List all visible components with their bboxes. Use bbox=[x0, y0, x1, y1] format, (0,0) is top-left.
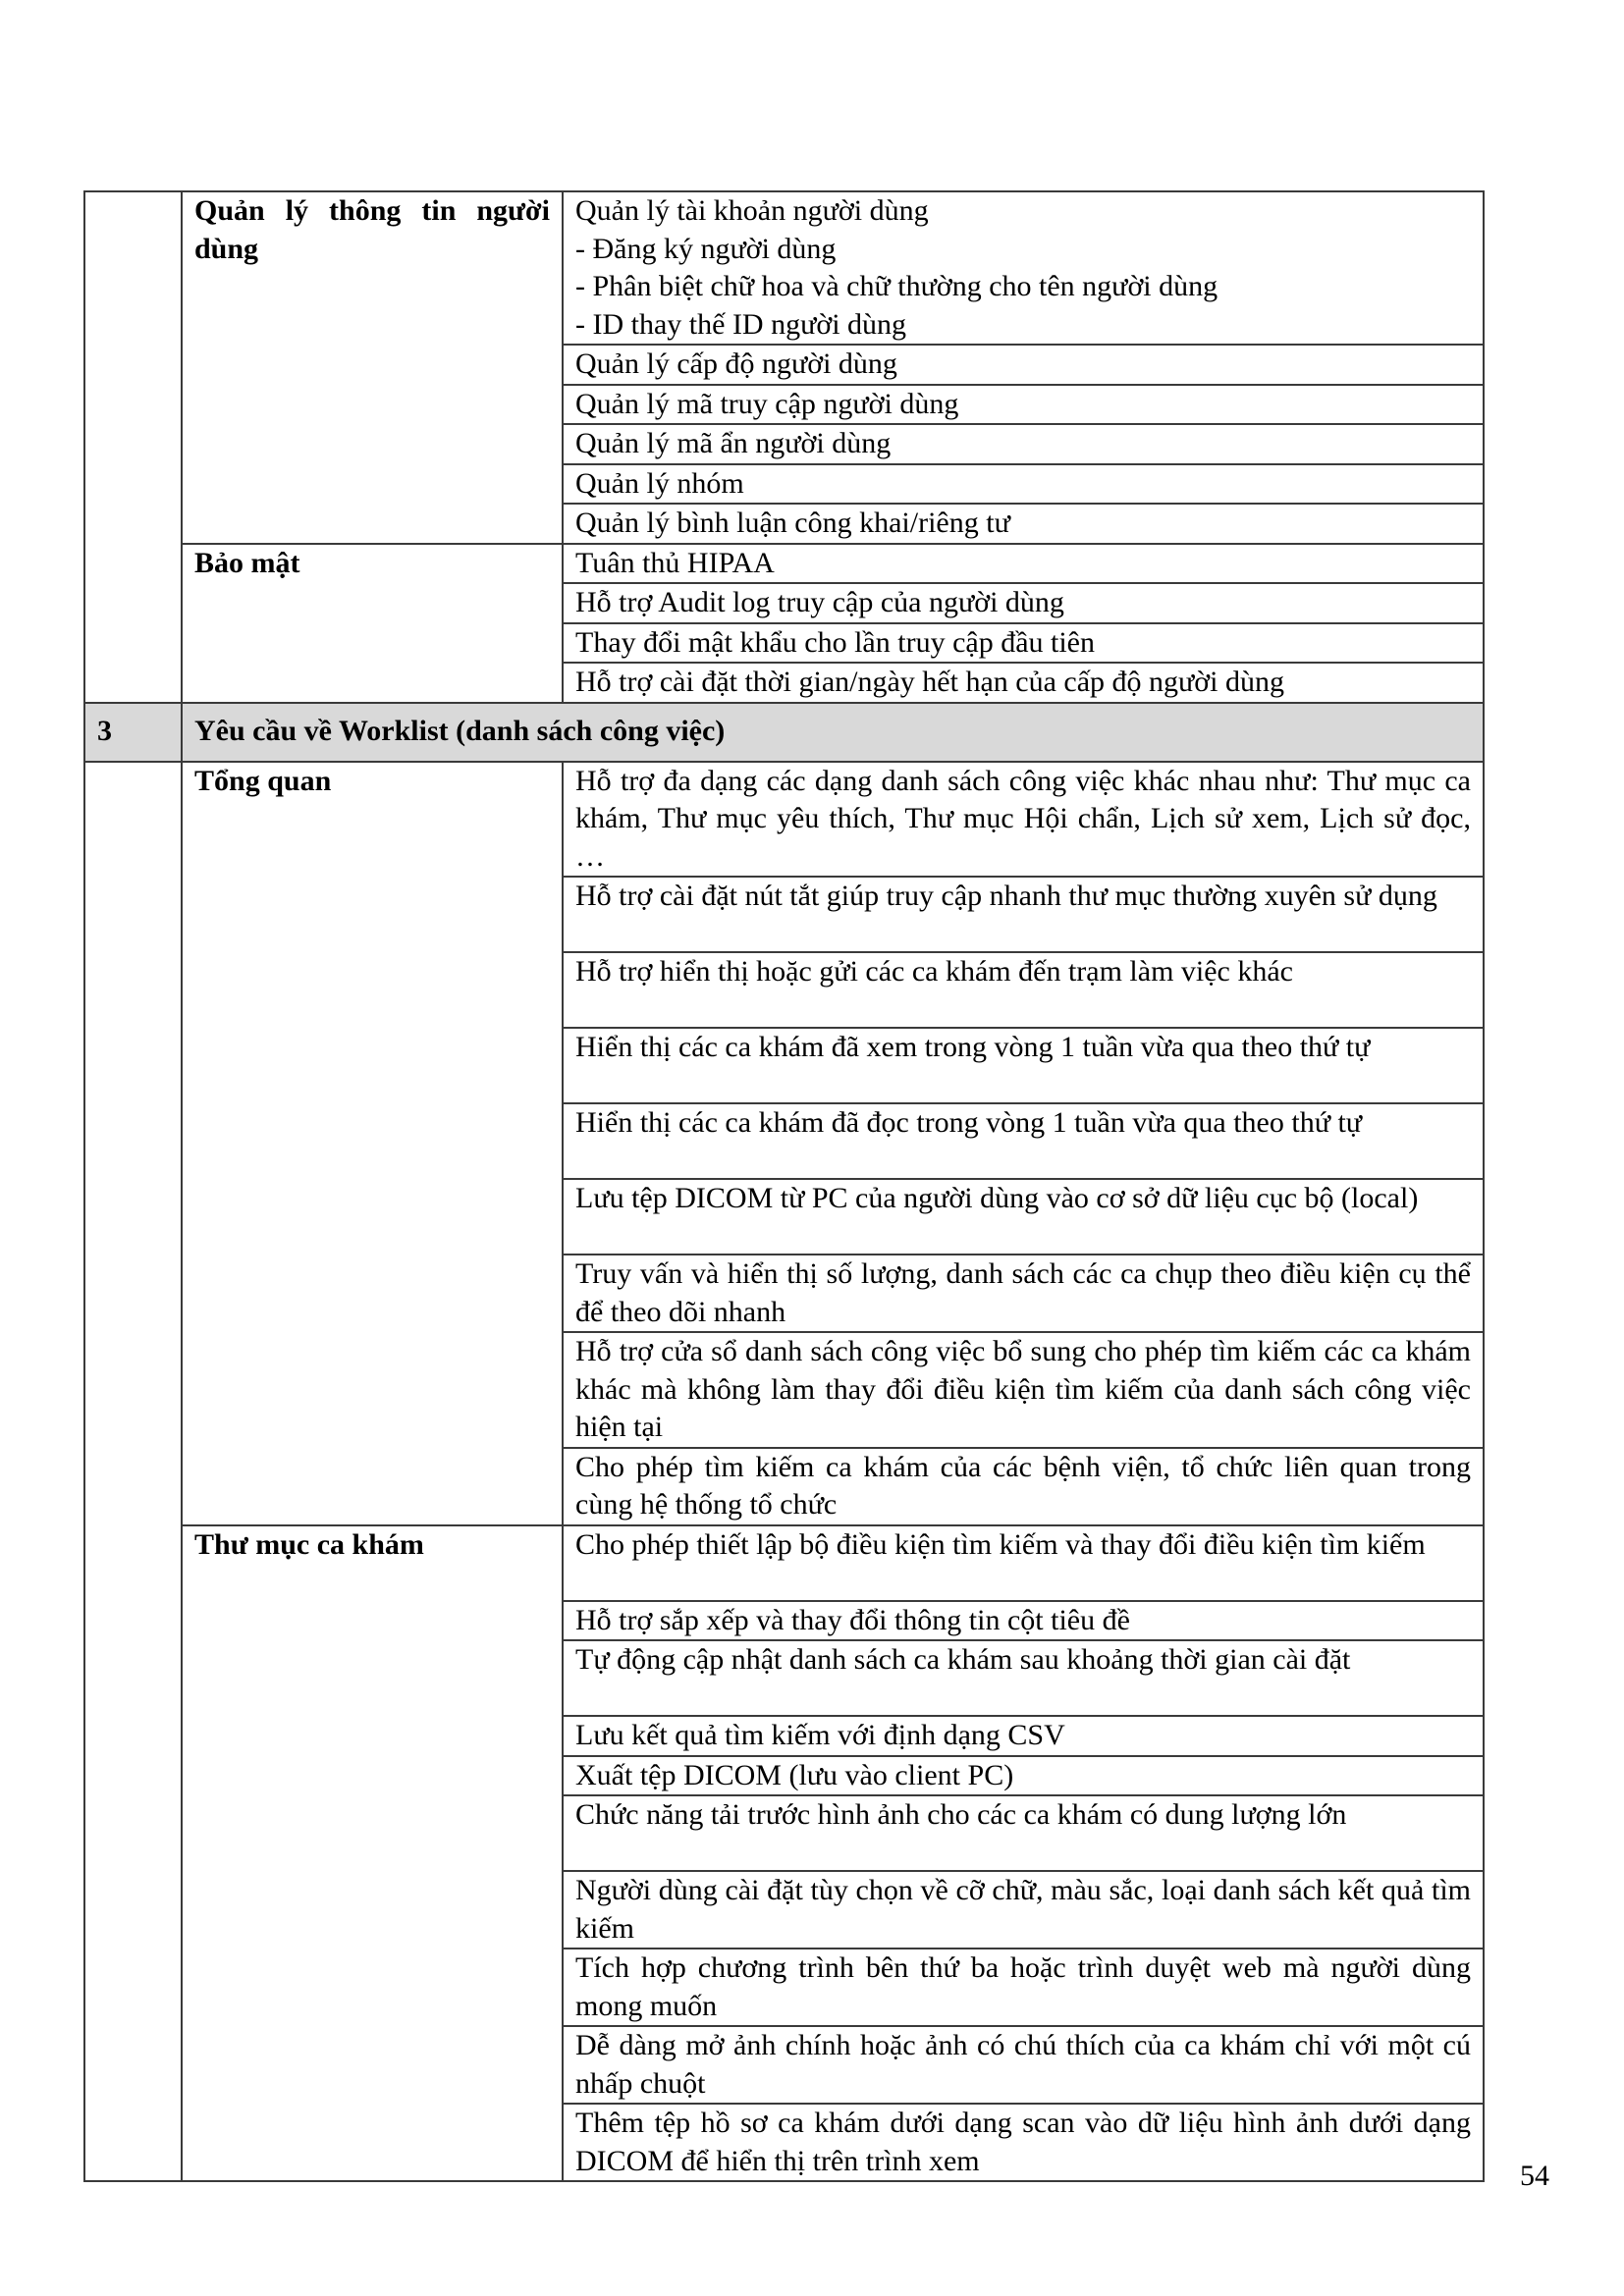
requirement-text: Tích hợp chương trình bên thứ ba hoặc trình duyệt web mà người dùng mong muốn bbox=[563, 1949, 1484, 2026]
requirement-line: Quản lý mã truy cập người dùng bbox=[575, 387, 959, 420]
requirement-text bbox=[563, 663, 1484, 703]
requirement-text: Thêm tệp hồ sơ ca khám dưới dạng scan vào dữ liệu hình ảnh dưới dạng DICOM để hiển thị trên trình xem bbox=[563, 2104, 1484, 2181]
requirement-line: Quản lý mã ẩn người dùng bbox=[575, 427, 892, 459]
number-cell bbox=[84, 762, 182, 2182]
requirements-table bbox=[83, 190, 1485, 2182]
requirement-text: Lưu tệp DICOM từ PC của người dùng vào cơ sở dữ liệu cục bộ (local) bbox=[563, 1179, 1484, 1255]
group-label: Thư mục ca khám bbox=[182, 1525, 563, 2182]
requirement-text bbox=[563, 385, 1484, 425]
section-number: 3 bbox=[84, 703, 182, 762]
requirement-text: Cho phép thiết lập bộ điều kiện tìm kiếm và thay đổi điều kiện tìm kiếm bbox=[563, 1525, 1484, 1601]
requirement-text bbox=[563, 623, 1484, 664]
user-management-rows bbox=[84, 191, 1484, 703]
requirement-text: Dễ dàng mở ảnh chính hoặc ảnh có chú thích của ca khám chỉ với một cú nhấp chuột bbox=[563, 2026, 1484, 2104]
requirement-text: Cho phép tìm kiếm ca khám của các bệnh viện, tổ chức liên quan trong cùng hệ thống tổ chức bbox=[563, 1448, 1484, 1525]
requirement-line: Quản lý cấp độ người dùng bbox=[575, 347, 897, 380]
requirement-line: Quản lý tài khoản người dùng bbox=[575, 194, 929, 227]
requirement-text: Lưu kết quả tìm kiếm với định dạng CSV bbox=[563, 1716, 1484, 1756]
requirement-text bbox=[563, 191, 1484, 345]
requirement-line: - Phân biệt chữ hoa và chữ thường cho tên người dùng bbox=[575, 270, 1218, 302]
requirement-line: - ID thay thế ID người dùng bbox=[575, 307, 907, 341]
number-cell bbox=[84, 191, 182, 703]
section-title: Yêu cầu về Worklist (danh sách công việc) bbox=[182, 703, 1484, 762]
requirement-text: Xuất tệp DICOM (lưu vào client PC) bbox=[563, 1756, 1484, 1796]
requirement-text: Chức năng tải trước hình ảnh cho các ca khám có dung lượng lớn bbox=[563, 1795, 1484, 1871]
requirement-text: Hỗ trợ sắp xếp và thay đổi thông tin cột tiêu đề bbox=[563, 1601, 1484, 1641]
requirement-text: Hỗ trợ hiển thị hoặc gửi các ca khám đến trạm làm việc khác bbox=[563, 952, 1484, 1028]
requirement-line: Quản lý bình luận công khai/riêng tư bbox=[575, 507, 1010, 539]
requirement-text: Hỗ trợ đa dạng các dạng danh sách công việc khác nhau như: Thư mục ca khám, Thư mục yêu thích, Thư mục Hội chẩn, Lịch sử xem, Lịch sử đọc, … bbox=[563, 762, 1484, 878]
page-number: 54 bbox=[1520, 2160, 1549, 2192]
requirement-text: Truy vấn và hiển thị số lượng, danh sách các ca chụp theo điều kiện cụ thể để theo dõi nhanh bbox=[563, 1255, 1484, 1332]
requirement-text: Hiển thị các ca khám đã đọc trong vòng 1 tuần vừa qua theo thứ tự bbox=[563, 1103, 1484, 1179]
group-label: Tổng quan bbox=[182, 762, 563, 1525]
requirement-text bbox=[563, 583, 1484, 623]
requirement-line: Hỗ trợ cài đặt thời gian/ngày hết hạn của cấp độ người dùng bbox=[575, 666, 1284, 698]
requirement-text: Người dùng cài đặt tùy chọn về cỡ chữ, màu sắc, loại danh sách kết quả tìm kiếm bbox=[563, 1871, 1484, 1949]
requirement-text: Hỗ trợ cài đặt nút tắt giúp truy cập nhanh thư mục thường xuyên sử dụng bbox=[563, 877, 1484, 952]
requirement-text: Tự động cập nhật danh sách ca khám sau khoảng thời gian cài đặt bbox=[563, 1640, 1484, 1716]
requirement-line: Tuân thủ HIPAA bbox=[575, 546, 775, 579]
requirement-line: Hỗ trợ Audit log truy cập của người dùng bbox=[575, 586, 1064, 618]
requirement-line: Thay đổi mật khẩu cho lần truy cập đầu tiên bbox=[575, 625, 1095, 659]
requirement-text bbox=[563, 464, 1484, 505]
requirement-row bbox=[84, 191, 1484, 345]
group-label: Quản lý thông tin người dùng bbox=[182, 191, 563, 544]
requirement-text: Hỗ trợ cửa sổ danh sách công việc bổ sung cho phép tìm kiếm các ca khám khác mà không làm thay đổi điều kiện tìm kiếm của danh sách công việc hiện tại bbox=[563, 1332, 1484, 1448]
requirement-text bbox=[563, 345, 1484, 385]
requirement-row bbox=[84, 544, 1484, 584]
requirement-line: Quản lý nhóm bbox=[575, 466, 744, 500]
requirement-text: Hiển thị các ca khám đã xem trong vòng 1 tuần vừa qua theo thứ tự bbox=[563, 1028, 1484, 1103]
requirement-text bbox=[563, 544, 1484, 584]
worklist-rows bbox=[84, 762, 1484, 2182]
group-label: Bảo mật bbox=[182, 544, 563, 703]
section-header-row bbox=[84, 703, 1484, 762]
requirement-row bbox=[84, 1525, 1484, 1601]
requirement-row bbox=[84, 762, 1484, 878]
requirement-line: - Đăng ký người dùng bbox=[575, 232, 837, 265]
requirement-text bbox=[563, 424, 1484, 464]
requirement-text bbox=[563, 504, 1484, 544]
